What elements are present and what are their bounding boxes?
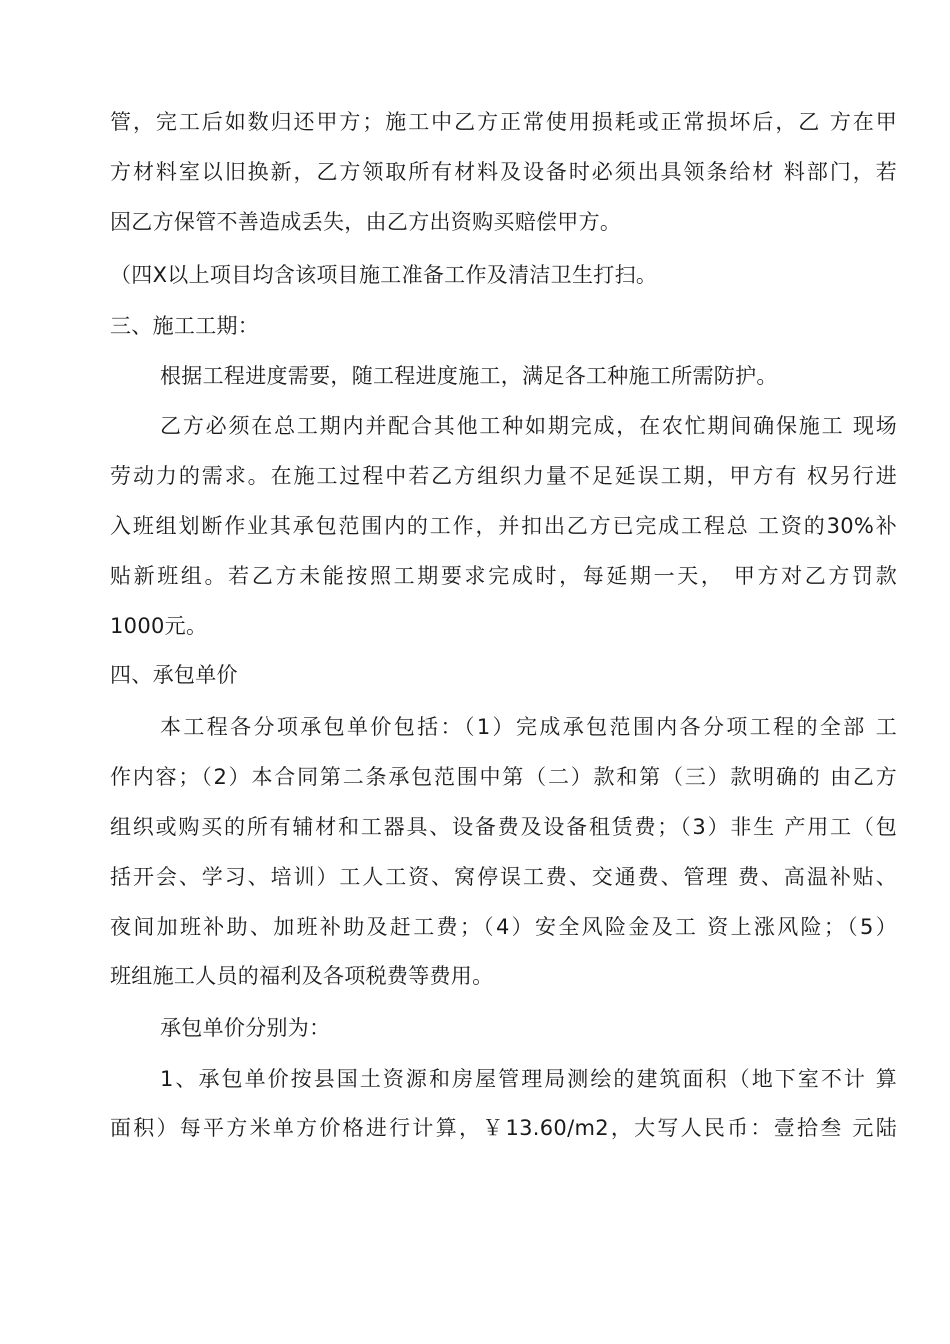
paragraph-line: 班组施工人员的福利及各项税费等费用。 — [110, 964, 494, 988]
paragraph-line: 入班组划断作业其承包范围内的工作，并扣出乙方已完成工程总 工资的30%补 — [110, 514, 897, 538]
section-heading: 四、承包单价 — [110, 663, 238, 687]
paragraph-line: 乙方必须在总工期内并配合其他工种如期完成，在农忙期间确保施工 现场 — [160, 414, 897, 438]
paragraph-line: 夜间加班补助、加班补助及赶工费；（4）安全风险金及工 资上涨风险；（5） — [110, 915, 897, 939]
paragraph-line: 管，完工后如数归还甲方；施工中乙方正常使用损耗或正常损坏后，乙 方在甲 — [110, 110, 897, 134]
paragraph-line: 组织或购买的所有辅材和工器具、设备费及设备租赁费；（3）非生 产用工（包 — [110, 815, 897, 839]
paragraph-line: 括开会、学习、培训）工人工资、窝停误工费、交通费、管理 费、高温补贴、 — [110, 865, 897, 889]
paragraph-line: 贴新班组。若乙方未能按照工期要求完成时，每延期一天， 甲方对乙方罚款 — [110, 564, 897, 588]
section-heading: 三、施工工期： — [110, 314, 260, 338]
paragraph-line: 根据工程进度需要，随工程进度施工，满足各工种施工所需防护。 — [160, 364, 778, 388]
paragraph-line: 1000元。 — [110, 614, 208, 638]
paragraph-line: 劳动力的需求。在施工过程中若乙方组织力量不足延误工期，甲方有 权另行进 — [110, 464, 897, 488]
paragraph-line: 作内容；（2）本合同第二条承包范围中第（二）款和第（三）款明确的 由乙方 — [110, 765, 897, 789]
paragraph-line: 1、承包单价按县国土资源和房屋管理局测绘的建筑面积（地下室不计 算 — [160, 1067, 897, 1091]
paragraph-line: 因乙方保管不善造成丢失，由乙方出资购买赔偿甲方。 — [110, 210, 622, 234]
paragraph-line: 方材料室以旧换新，乙方领取所有材料及设备时必须出具领条给材 料部门，若 — [110, 160, 897, 184]
paragraph-line: 承包单价分别为： — [160, 1016, 331, 1040]
paragraph-line: （四X以上项目均含该项目施工准备工作及清洁卫生打扫。 — [110, 263, 658, 287]
paragraph-line: 面积）每平方米单方价格进行计算，￥13.60/m2，大写人民币：壹拾叁 元陆 — [110, 1116, 897, 1140]
paragraph-line: 本工程各分项承包单价包括：（1）完成承包范围内各分项工程的全部 工 — [160, 715, 897, 739]
